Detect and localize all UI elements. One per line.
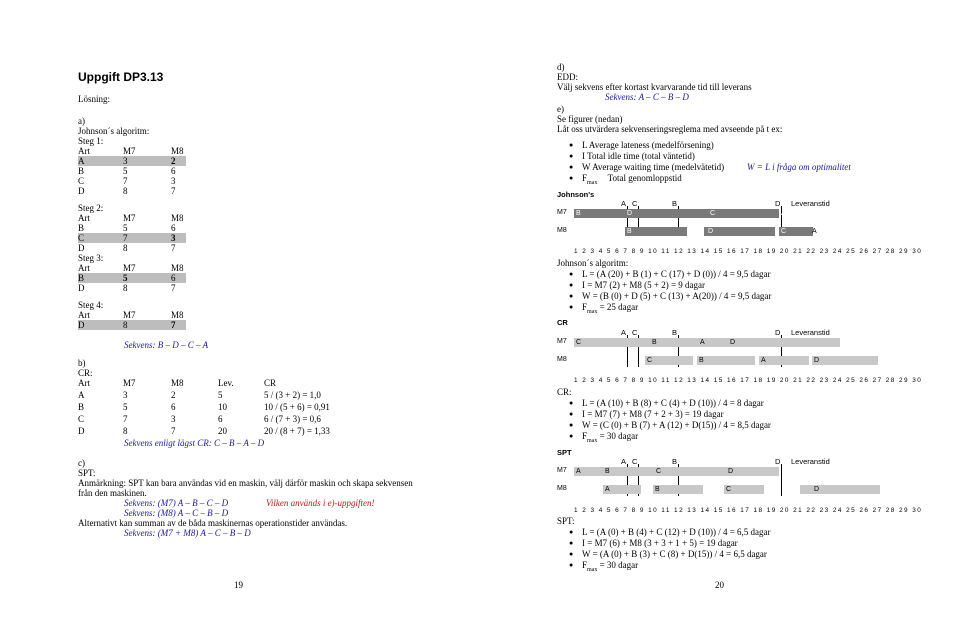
- e-text-1: Se figurer (nedan): [557, 114, 623, 124]
- machine-m7-label: M7: [557, 467, 567, 474]
- e-text-2: Låt oss utvärdera sekvenseringsreglema med avseende på t ex:: [557, 124, 783, 134]
- cell: 6: [171, 166, 176, 176]
- johnson-calc-l: ● L = (A (20) + B (1) + C (17) + D (0)) / 4 = 9,5 dagar: [582, 269, 771, 279]
- cell: 20 / (8 + 7) = 1,33: [264, 426, 330, 436]
- steg1-label: Steg 1:: [78, 136, 104, 146]
- cell: M8: [171, 263, 184, 273]
- cell: Art: [78, 213, 90, 223]
- due-label: A: [621, 199, 627, 208]
- f-text: Total genomloppstid: [607, 173, 682, 183]
- due-label: B: [672, 199, 678, 208]
- edd-text: Välj sekvens efter kortast kvarvarande tid till leverans: [557, 82, 752, 92]
- due-label: B: [672, 457, 678, 466]
- cell: 3: [123, 390, 128, 400]
- cell: B: [78, 402, 85, 412]
- a-label: a): [78, 116, 85, 126]
- due-label: D: [775, 328, 781, 337]
- cell: 8: [123, 243, 128, 253]
- job-label: D: [627, 210, 633, 217]
- due-label: C: [632, 457, 638, 466]
- job-label: C: [656, 468, 662, 475]
- cell: M7: [123, 378, 136, 388]
- job-label: A: [605, 486, 610, 493]
- due-label: C: [632, 328, 638, 337]
- cell: D: [78, 283, 85, 293]
- cell: C: [78, 414, 85, 424]
- cr-calc-i: ● I = M7 (7) + M8 (7 + 2 + 3) = 19 dagar: [582, 409, 724, 419]
- due-label: A: [621, 328, 627, 337]
- f-subscript: max: [587, 437, 598, 444]
- job-label: A: [576, 468, 581, 475]
- m8-bar: [704, 227, 775, 236]
- job-label: B: [699, 357, 704, 364]
- row-highlight: [78, 156, 186, 166]
- spt-label: SPT:: [78, 468, 96, 478]
- time-axis: 1 2 3 4 5 6 7 8 9 10 11 12 13 14 15 16 17 18 19 20 21 22 23 24 25 26 27 28 29 30: [574, 507, 923, 514]
- m7-bar: [574, 209, 779, 218]
- steg4-label: Steg 4:: [78, 300, 104, 310]
- cell: CR: [264, 378, 277, 388]
- cell: M8: [171, 213, 184, 223]
- johnson-algo-label: Johnson´s algoritm:: [557, 258, 629, 268]
- cell: 8: [123, 186, 128, 196]
- cell: 8: [123, 426, 128, 436]
- m8-bar: [625, 227, 687, 236]
- machine-m7-label: M7: [557, 338, 567, 345]
- cell: 6: [218, 414, 223, 424]
- job-label: D: [708, 228, 714, 235]
- row-highlight: [78, 320, 186, 330]
- f-subscript: max: [587, 308, 598, 315]
- cell: M8: [171, 146, 184, 156]
- cell: Art: [78, 146, 90, 156]
- cr-algo-label: CR:: [557, 387, 572, 397]
- job-label: D: [730, 339, 736, 346]
- cell: 5: [123, 402, 128, 412]
- spt-calc-l: ● L = (A (0) + B (4) + C (12) + D (10)) / 4 = 6,5 dagar: [582, 527, 771, 537]
- f-symbol: F: [582, 431, 588, 441]
- cell: 20: [218, 426, 227, 436]
- due-line: [781, 464, 782, 496]
- leveranstid-label: Leveranstid: [791, 199, 830, 208]
- m8-bar: [697, 356, 755, 365]
- steg3-label: Steg 3:: [78, 253, 104, 263]
- job-label: B: [605, 468, 610, 475]
- cr-calc-w: ● W = (C (0) + B (7) + A (12) + D(15)) / 4 = 8,5 dagar: [582, 420, 771, 430]
- bullet-w: ● W Average waiting time (medelvätetid): [582, 162, 724, 172]
- f-symbol: F: [582, 560, 588, 570]
- cell: 7: [123, 414, 128, 424]
- due-label: B: [672, 328, 678, 337]
- cell: C: [78, 233, 85, 243]
- job-label: C: [710, 210, 716, 217]
- job-label: B: [655, 486, 660, 493]
- f-value: = 30 dagar: [599, 431, 639, 441]
- cell: Art: [78, 310, 90, 320]
- f-symbol: F: [582, 173, 588, 183]
- cr-label: CR:: [78, 368, 93, 378]
- cell: M8: [171, 378, 184, 388]
- cell: 2: [171, 390, 176, 400]
- machine-m8-label: M8: [557, 356, 567, 363]
- cell: 5: [123, 273, 128, 283]
- cell: M7: [123, 213, 136, 223]
- anmarkning-2: från den maskinen.: [78, 488, 147, 498]
- page-title: Uppgift DP3.13: [78, 70, 164, 84]
- row-highlight: [78, 273, 186, 283]
- cr-calc-l: ● L = (A (10) + B (8) + C (4) + D (10)) / 4 = 8 dagar: [582, 398, 764, 408]
- leveranstid-label: Leveranstid: [791, 457, 830, 466]
- cell: 7: [171, 243, 176, 253]
- cell: B: [78, 166, 85, 176]
- due-label: A: [621, 457, 627, 466]
- edd-label: EDD:: [557, 72, 578, 82]
- johnson-calc-w: ● W = (B (0) + D (5) + C (13) + A(20)) / 4 = 9,5 dagar: [582, 291, 771, 301]
- leveranstid-label: Leveranstid: [791, 328, 830, 337]
- f-symbol: F: [582, 302, 588, 312]
- time-axis: 1 2 3 4 5 6 7 8 9 10 11 12 13 14 15 16 17 18 19 20 21 22 23 24 25 26 27 28 29 30: [574, 377, 923, 384]
- cell: A: [78, 390, 85, 400]
- f-value: = 25 dagar: [599, 302, 639, 312]
- job-label: B: [652, 339, 657, 346]
- job-label: D: [814, 357, 820, 364]
- due-label: D: [775, 199, 781, 208]
- machine-m8-label: M8: [557, 227, 567, 234]
- cell: D: [78, 426, 85, 436]
- johnson-intro: Johnson´s algoritm:: [78, 126, 150, 136]
- spt-calc-f: [582, 560, 638, 575]
- johnson-calc-f: [582, 302, 638, 317]
- cell: Art: [78, 263, 90, 273]
- job-label: A: [761, 357, 766, 364]
- cell: B: [78, 273, 85, 283]
- cell: M8: [171, 310, 184, 320]
- johnson-gantt-title: Johnson's: [557, 190, 595, 199]
- m8-bar: [800, 485, 880, 494]
- spt-algo-label: SPT:: [557, 516, 575, 526]
- b-label: b): [78, 358, 86, 368]
- cell: 5: [123, 223, 128, 233]
- cell: 5: [218, 390, 223, 400]
- job-label: A: [781, 210, 786, 217]
- cr-gantt-title: CR: [557, 318, 568, 327]
- cell: 7: [171, 283, 176, 293]
- job-label: C: [647, 357, 653, 364]
- cell: M7: [123, 263, 136, 273]
- machine-m7-label: M7: [557, 209, 567, 216]
- steg2-label: Steg 2:: [78, 203, 104, 213]
- cell: C: [78, 176, 85, 186]
- cell: 8: [123, 283, 128, 293]
- e-label: e): [557, 104, 564, 114]
- cell: 3: [171, 233, 176, 243]
- sekvens-m7: Sekvens: (M7) A – B – C – D: [124, 498, 229, 508]
- job-label: D: [728, 468, 734, 475]
- job-label: A: [812, 228, 817, 235]
- bullet-i: ● I Total idle time (total väntetid): [582, 151, 695, 161]
- cell: 3: [171, 414, 176, 424]
- cell: 10: [218, 402, 227, 412]
- cell: M7: [123, 310, 136, 320]
- spt-calc-w: ● W = (A (0) + B (3) + C (8) + D(15)) / 4 = 6,5 dagar: [582, 549, 767, 559]
- cell: 6: [171, 223, 176, 233]
- cell: M7: [123, 146, 136, 156]
- m8-bar: [653, 485, 703, 494]
- page-number: 19: [234, 580, 243, 590]
- cell: 2: [171, 156, 176, 166]
- cr-sekvens: Sekvens enligt lägst CR: C – B – A – D: [124, 438, 265, 448]
- sekvens-sum: Sekvens: (M7 + M8) A – C – B – D: [124, 528, 251, 538]
- spt-calc-i: ● I = M7 (6) + M8 (3 + 3 + 1 + 5) = 19 dagar: [582, 538, 738, 548]
- f-value: = 30 dagar: [599, 560, 639, 570]
- cell: 6 / (7 + 3) = 0,6: [264, 414, 321, 424]
- time-axis: 1 2 3 4 5 6 7 8 9 10 11 12 13 14 15 16 17 18 19 20 21 22 23 24 25 26 27 28 29 30: [574, 248, 923, 255]
- bullet-l: ● L Average lateness (medelförsening): [582, 140, 714, 150]
- johnson-calc-i: ● I = M7 (2) + M8 (5 + 2) = 9 dagar: [582, 280, 705, 290]
- bullet-f: [582, 173, 682, 188]
- cell: 7: [123, 233, 128, 243]
- edd-sekvens: Sekvens: A – C – B – D: [605, 92, 689, 102]
- cell: 10 / (5 + 6) = 0,91: [264, 402, 330, 412]
- due-label: C: [632, 199, 638, 208]
- cell: D: [78, 186, 85, 196]
- sekvens-m8: Sekvens: (M8) A – C – B – D: [124, 508, 229, 518]
- anmarkning-1: Anmärkning: SPT kan bara användas vid en maskin, välj därför maskin och skapa sekvensen: [78, 478, 413, 488]
- f-subscript: max: [587, 179, 598, 186]
- cell: 3: [123, 156, 128, 166]
- cell: 7: [171, 320, 176, 330]
- cr-calc-f: [582, 431, 638, 446]
- job-label: C: [726, 486, 732, 493]
- cell: Lev.: [218, 378, 234, 388]
- cell: 7: [171, 426, 176, 436]
- job-label: D: [814, 486, 820, 493]
- cell: 5: [123, 166, 128, 176]
- vilken-note: Vilken används i e)-uppgiften!: [266, 498, 375, 508]
- cell: 6: [171, 402, 176, 412]
- m7-bar: [574, 338, 840, 347]
- cell: D: [78, 243, 85, 253]
- cell: Art: [78, 378, 90, 388]
- due-label: D: [775, 457, 781, 466]
- sekvens-johnson: Sekvens: B – D – C – A: [124, 340, 209, 350]
- spt-gantt-title: SPT: [557, 448, 572, 457]
- cell: D: [78, 320, 85, 330]
- cell: 3: [171, 176, 176, 186]
- job-label: C: [781, 228, 787, 235]
- job-label: A: [700, 339, 705, 346]
- machine-m8-label: M8: [557, 485, 567, 492]
- d-label: d): [557, 62, 565, 72]
- cell: A: [78, 156, 85, 166]
- cell: 5 / (3 + 2) = 1,0: [264, 390, 321, 400]
- f-subscript: max: [587, 566, 598, 573]
- job-label: B: [576, 210, 581, 217]
- row-highlight: [78, 233, 186, 243]
- job-label: C: [576, 339, 582, 346]
- c-label: c): [78, 458, 85, 468]
- page-number: 20: [715, 580, 724, 590]
- m8-bar: [759, 356, 809, 365]
- losning-label: Lösning:: [78, 94, 111, 104]
- cell: 6: [171, 273, 176, 283]
- job-label: B: [627, 228, 632, 235]
- cell: B: [78, 223, 85, 233]
- w-note: W = L i fråga om optimalitet: [747, 162, 851, 172]
- cell: 8: [123, 320, 128, 330]
- cell: 7: [171, 186, 176, 196]
- cell: 7: [123, 176, 128, 186]
- m8-bar: [645, 356, 693, 365]
- alternativ-text: Alternativt kan summan av de båda maskinernas operationstider användas.: [78, 518, 348, 528]
- m8-bar: [812, 356, 878, 365]
